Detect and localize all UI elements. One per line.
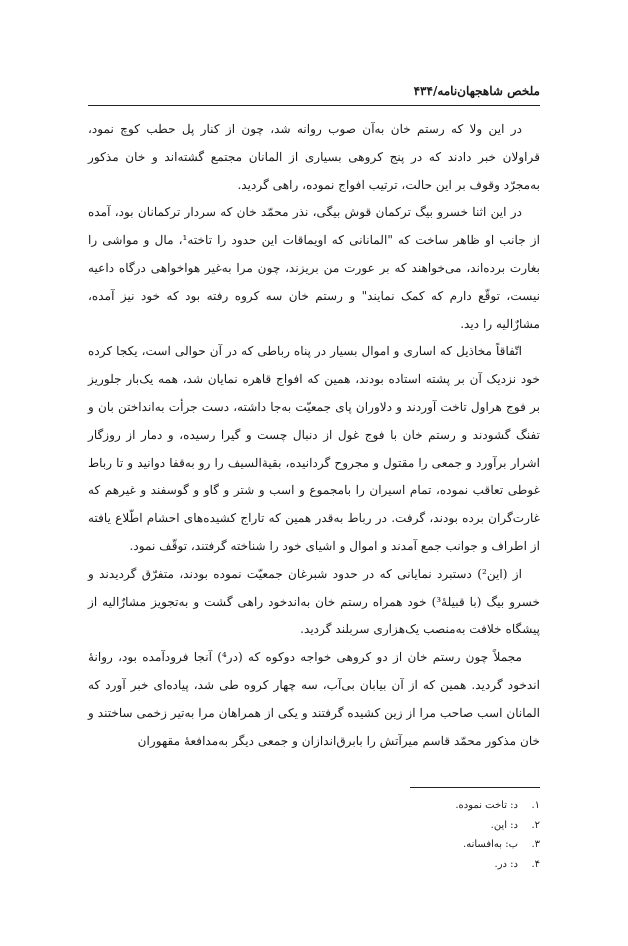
running-header: ملخص شاهجهان‌نامه/۴۳۴ — [413, 84, 540, 98]
paragraph: اتّفاقاً مخاذیل که اساری و اموال بسیار در پناه رباطی که در آن حوالی است، یکجا کرده خود نزدیک آن بر پشته استاده بودند، همین که افواج قاهره نمایان شد، همه یک‌بار جلوریز بر فوج هراول تاخت آوردند و دلاوران پای جمعیّت به‌جا داشته، دست جرأت به‌انداختن بان و تفنگ گشودند و رستم خان با فوج غول از دنبال چست و گیرا رسیده، و دمار از روزگار اشرار برآورد و جمعی را مقتول و مجروح گردانیده، بقیةالسیف را رو به‌قفا دوانید و تا رباط غوطی تعاقب نموده، تمام اسیران را با‌مجموع و اسب و شتر و گاو و گوسفند و غیرهم که غارت‌گران برده بودند، گرفت. در رباط به‌قدر همین که تاراج کشیده‌های احشام اطّلاع یافته از اطراف و جوانب جمع آمدند و اموال و اشیای خود را شناخته گرفتند، توقّف نمود. — [88, 344, 540, 553]
paragraph: در این اثنا خسرو بیگ ترکمان قوش بیگی، نذر محمّد خان که سردار ترکمانان بود، آمده از جانب او ظاهر ساخت که "المانانی که اویماقات این حدود را تاخته¹، مال و مواشی را بغارت برده‌اند، می‌خواهند که بر عورت من بریزند، چون مرا به‌غیر هواخواهی درگاه داعیه نیست، توقّع دارم که کمک نمایند" و رستم خان سه کروه رفته بود که خود نیز آمده، مشارٌالیه را دید. — [88, 205, 540, 331]
paragraph: در این ولا که رستم خان به‌آن صوب روانه شد، چون از کنار پل حطب کوچ نمود، قراولان خبر دادند که در پنج کروهی بسیاری از المانان مجتمع گشته‌اند و خان مذکور به‌مجرّد وقوف بر این حالت، ترتیب افواج نموده، راهی گردید. — [88, 122, 540, 192]
footnote-number: ۳. — [531, 839, 540, 850]
footnote-rule — [410, 787, 540, 788]
body-text — [88, 116, 540, 755]
footnote — [88, 796, 540, 816]
footnote-number: ۲. — [531, 819, 540, 831]
footnote — [88, 855, 540, 875]
footnote-number: ۴. — [531, 858, 540, 870]
footnote-number: ۱. — [531, 800, 540, 811]
footnote-text: د: در. — [494, 858, 518, 870]
header-rule — [88, 105, 540, 106]
footnote-text: ب: به‌افسانه. — [463, 839, 518, 850]
footnotes — [88, 796, 540, 874]
footnote-text: د: تاخت نموده. — [455, 800, 518, 811]
paragraph: مجملاً چون رستم خان از دو کروهی خواجه دوکوه که (در⁴) آنجا فرودآمده بود، روانهٔ اندخود گردید. همین که از آن بیابان بی‌آب، سه چهار کروه طی شد، پیاده‌ای خبر آورد که المانان اسب صاحب مرا از زین کشیده گرفتند و یکی از همراهان مرا به‌تیر زخمی ساختند و خان مذکور محمّد قاسم میرآتش را با‌برق‌اندازان و جمعی دیگر به‌مدافعهٔ مقهوران — [88, 650, 540, 748]
footnote — [88, 816, 540, 836]
footnote-text: د: این. — [490, 819, 518, 831]
footnote — [88, 835, 540, 855]
paragraph: از (این²) دستبرد نمایانی که در حدود شبرغان جمعیّت نموده بودند، متفرّق گردیدند و خسرو بیگ (با قبیلهٔ³) خود همراه رستم خان به‌اندخود راهی گشت و به‌تجویز مشارٌالیه از پیشگاه خلافت به‌منصب یک‌هزاری سربلند گردید. — [88, 566, 540, 637]
